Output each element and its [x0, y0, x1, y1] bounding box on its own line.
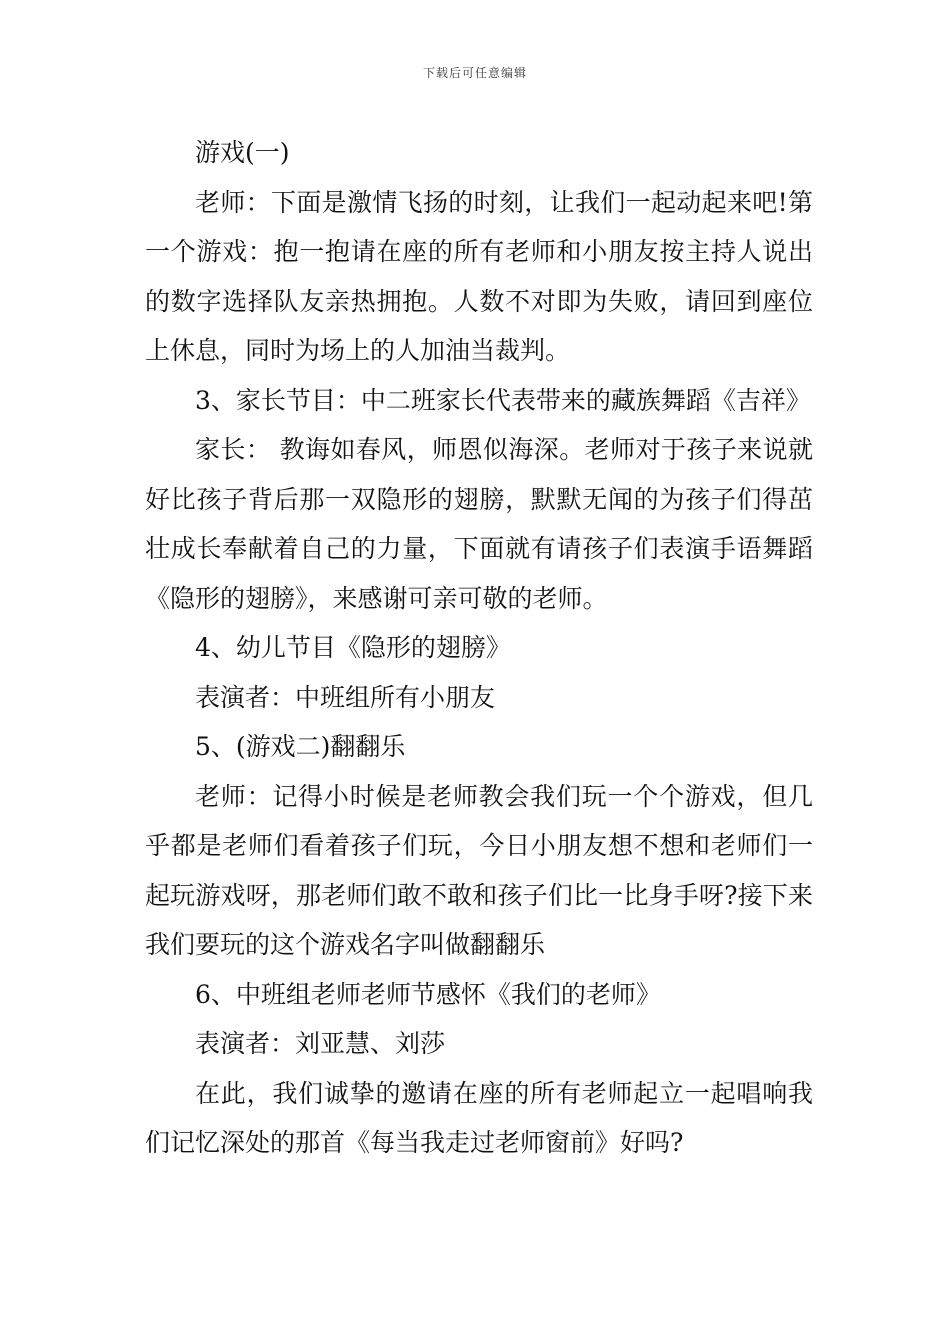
paragraph-teacher-game-two: 老师：记得小时候是老师教会我们玩一个个游戏，但几乎都是老师们看着孩子们玩，今日小朋友想不想和老师们一起玩游戏呀，那老师们敢不敢和孩子们比一比身手呀?接下来我们要玩的这个游戏名字叫做翻翻乐: [145, 781, 813, 959]
document-body: [145, 128, 813, 1168]
page-header: 下载后可任意编辑: [422, 66, 527, 80]
paragraph-game-two-title: 5、(游戏二)翻翻乐: [195, 732, 406, 761]
paragraph-parent-program: 3、家长节目：中二班家长代表带来的藏族舞蹈《吉祥》: [195, 385, 811, 415]
paragraph-performers-teachers: 表演者：刘亚慧、刘莎: [195, 1029, 446, 1058]
paragraph-game-one-title: 游戏(一): [195, 138, 290, 167]
paragraph-child-program: 4、幼儿节目《隐形的翅膀》: [195, 633, 511, 662]
paragraph-parent-speech: 家长： 教诲如春风，师恩似海深。老师对于孩子来说就好比孩子背后那一双隐形的翅膀，默默无闻的为孩子们得茁壮成长奉献着自己的力量，下面就有请孩子们表演手语舞蹈《隐形的翅膀》，来感谢可亲可敬的老师。: [145, 435, 813, 613]
paragraph-performers-children: 表演者：中班组所有小朋友: [195, 682, 496, 712]
paragraph-invitation: 在此，我们诚挚的邀请在座的所有老师起立一起唱响我们记忆深处的那首《每当我走过老师窗前》好吗?: [145, 1078, 813, 1157]
paragraph-teacher-program: 6、中班组老师老师节感怀《我们的老师》: [195, 979, 661, 1009]
paragraph-teacher-game-one: 老师：下面是激情飞扬的时刻，让我们一起动起来吧!第一个游戏：抱一抱请在座的所有老师和小朋友按主持人说出的数字选择队友亲热拥抱。人数不对即为失败，请回到座位上休息，同时为场上的人加油当裁判。: [145, 187, 813, 365]
